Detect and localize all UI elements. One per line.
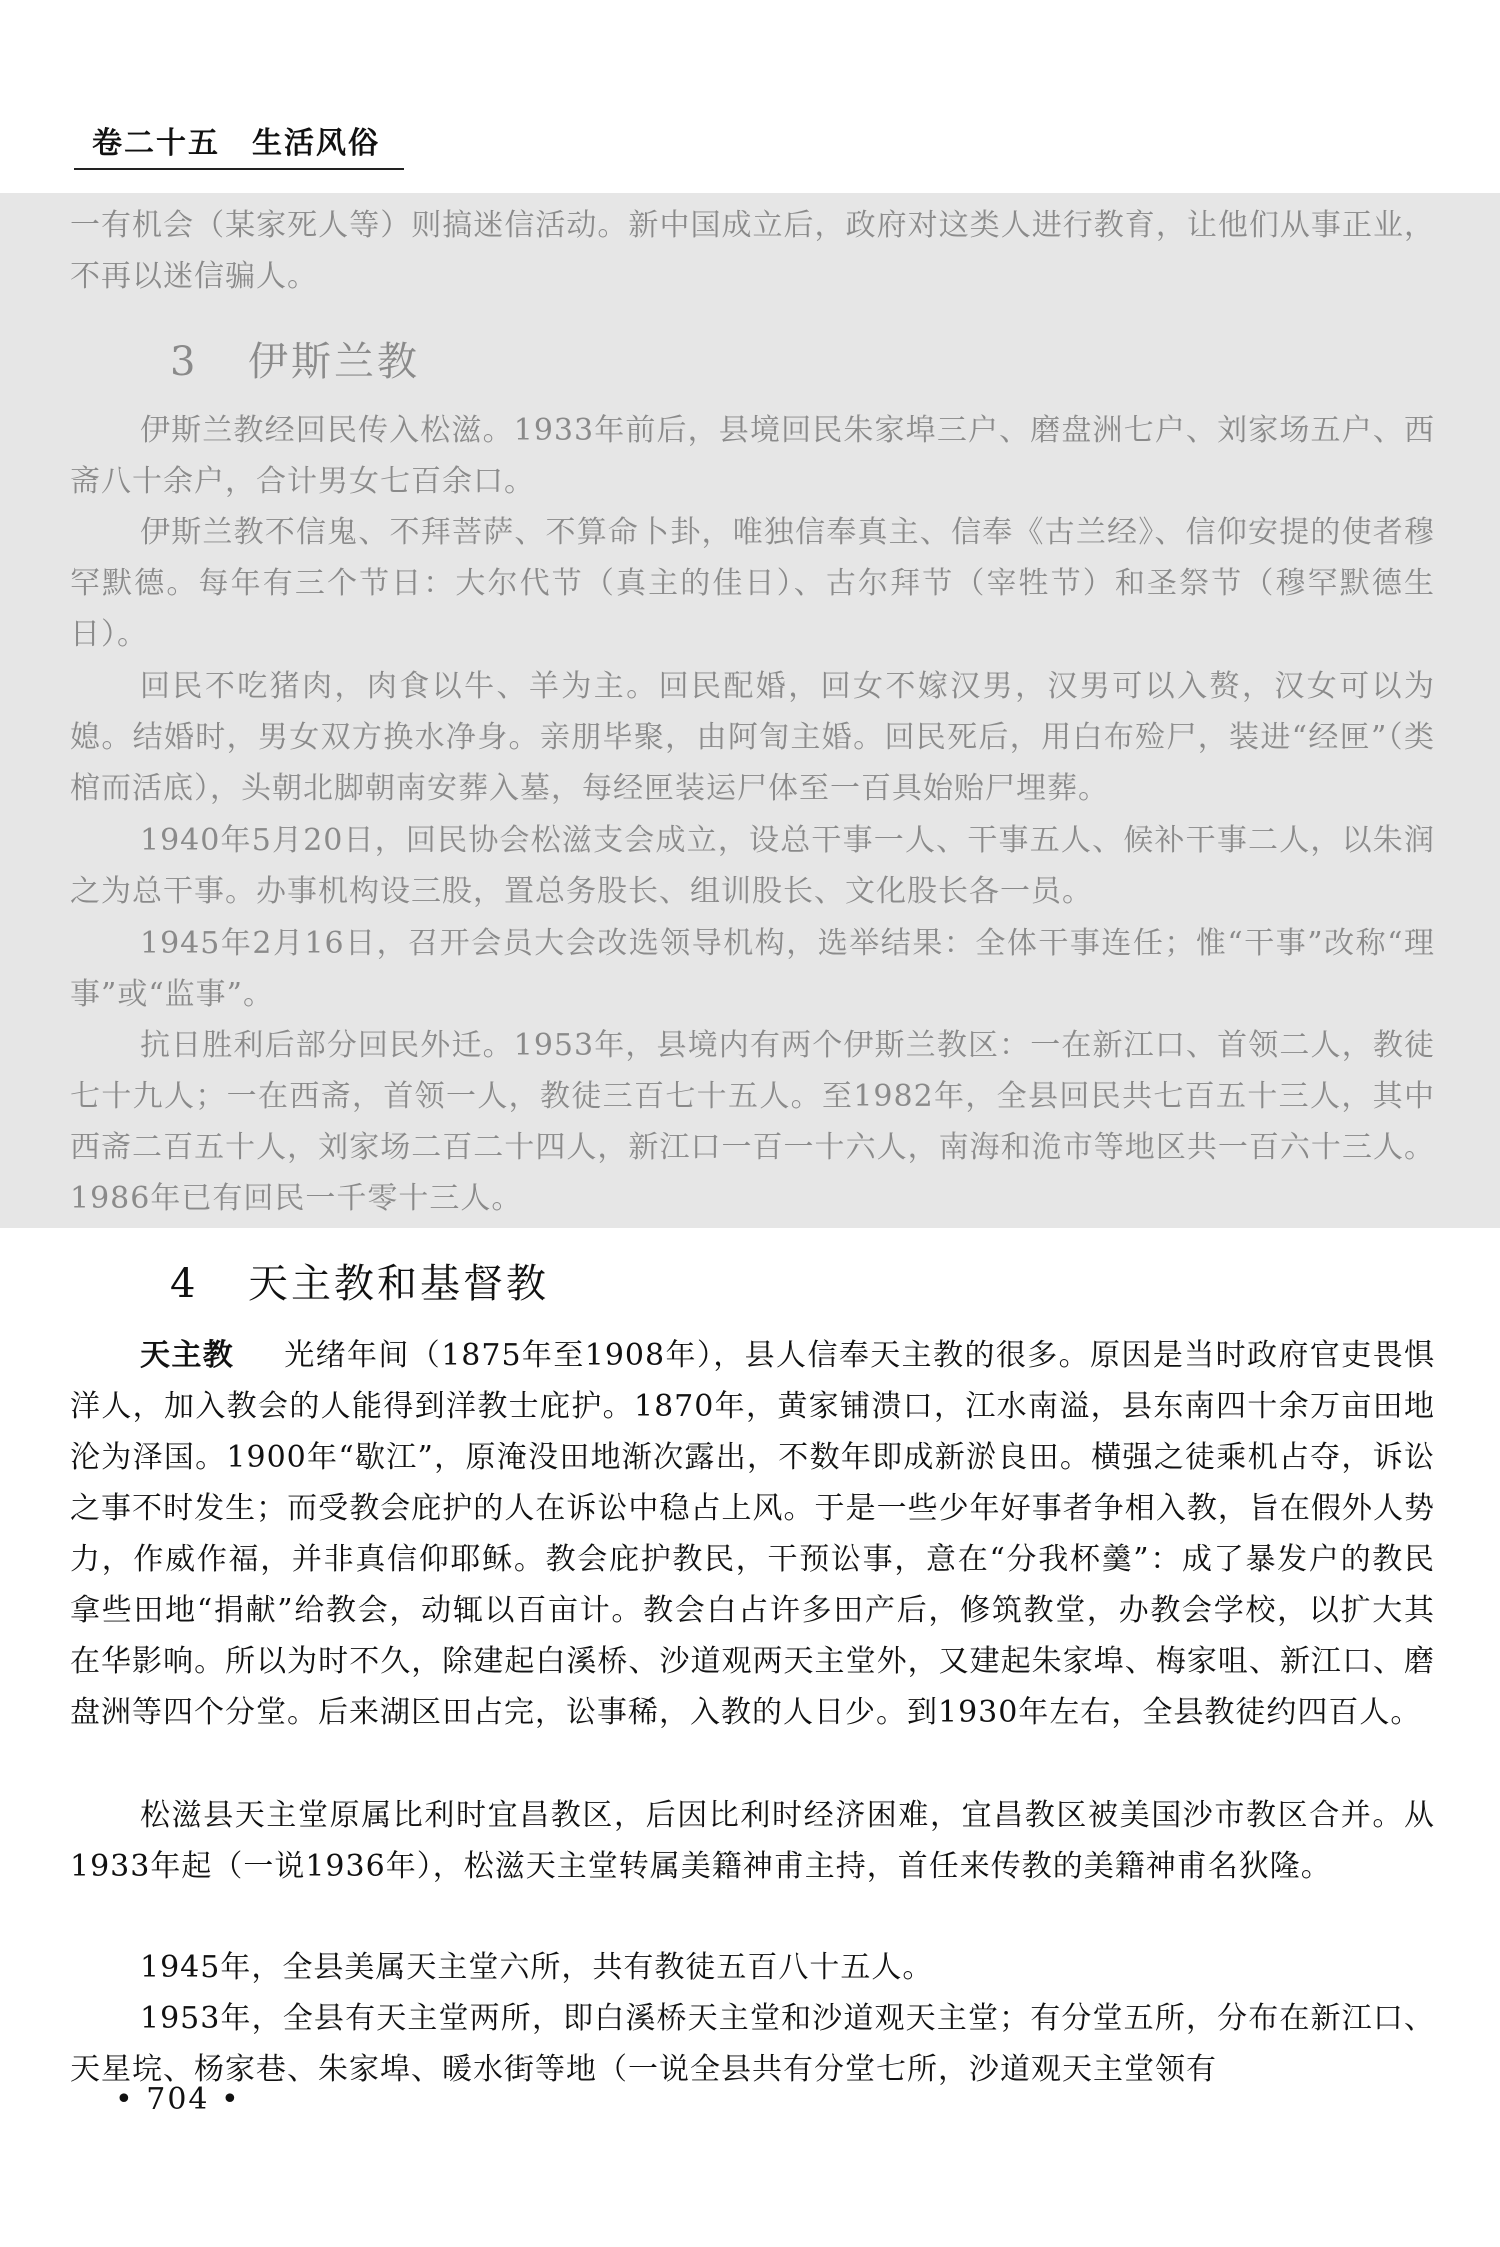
section-3-heading <box>170 330 420 387</box>
section-3-number: 3 <box>170 339 199 385</box>
section-3-paragraph: 1945年2月16日，召开会员大会改选领导机构，选举结果：全体干事连任；惟“干事”改称“理事”或“监事”。 <box>70 926 1435 1012</box>
section-4-first-paragraph <box>70 1330 1435 1738</box>
first-paragraph-text: 光绪年间（1875年至1908年），县人信奉天主教的很多。原因是当时政府官吏畏惧洋人，加入教会的人能得到洋教士庇护。1870年，黄家铺溃口，江水南溢，县东南四十余万亩田地沦为泽国。1900年“歇江”，原淹没田地渐次露出，不数年即成新淤良田。横强之徒乘机占夺，诉讼之事不时发生；而受教会庇护的人在诉讼中稳占上风。于是一些少年好事者争相入教，旨在假外人势力，作威作福，并非真信仰耶稣。教会庇护教民，干预讼事，意在“分我杯羹”：成了暴发户的教民拿些田地“捐献”给教会，动辄以百亩计。教会白占许多田产后，修筑教堂，办教会学校，以扩大其在华影响。所以为时不久，除建起白溪桥、沙道观两天主堂外，又建起朱家埠、梅家咀、新江口、磨盘洲等四个分堂。后来湖区田占完，讼事稀，入教的人日少。到1930年左右，全县教徒约四百人。 <box>70 1338 1436 1730</box>
header-rule <box>74 168 404 170</box>
section-3-paragraph: 抗日胜利后部分回民外迁。1953年，县境内有两个伊斯兰教区：一在新江口、首领二人，教徒七十九人；一在西斋，首领一人，教徒三百七十五人。至1982年，全县回民共七百五十三人，其中西斋二百五十人，刘家场二百二十四人，新江口一百一十六人，南海和洈市等地区共一百六十三人。1986年已有回民一千零十三人。 <box>70 1028 1435 1216</box>
section-4-paragraph: 松滋县天主堂原属比利时宜昌教区，后因比利时经济困难，宜昌教区被美国沙市教区合并。从1933年起（一说1936年），松滋天主堂转属美籍神甫主持，首任来传教的美籍神甫名狄隆。 <box>70 1798 1435 1884</box>
section-4-title: 天主教和基督教 <box>248 1261 549 1307</box>
carryover-paragraph: 一有机会（某家死人等）则搞迷信活动。新中国成立后，政府对这类人进行教育，让他们从事正业，不再以迷信骗人。 <box>70 208 1435 294</box>
section-3-paragraph: 1940年5月20日，回民协会松滋支会成立，设总干事一人、干事五人、候补干事二人，以朱润之为总干事。办事机构设三股，置总务股长、组训股长、文化股长各一员。 <box>70 823 1435 909</box>
section-4-paragraph: 1945年，全县美属天主堂六所，共有教徒五百八十五人。 <box>140 1950 934 1985</box>
section-4-paragraph: 1953年，全县有天主堂两所，即白溪桥天主堂和沙道观天主堂；有分堂五所，分布在新江口、天星垸、杨家巷、朱家埠、暖水街等地（一说全县共有分堂七所，沙道观天主堂领有 <box>70 2001 1435 2087</box>
section-3-paragraph: 伊斯兰教不信鬼、不拜菩萨、不算命卜卦，唯独信奉真主、信奉《古兰经》、信仰安提的使者穆罕默德。每年有三个节日：大尔代节（真主的佳日）、古尔拜节（宰牲节）和圣祭节（穆罕默德生日）。 <box>70 515 1435 652</box>
section-4-number: 4 <box>170 1261 199 1307</box>
section-4-heading <box>170 1252 549 1309</box>
section-3-paragraph: 回民不吃猪肉，肉食以牛、羊为主。回民配婚，回女不嫁汉男，汉男可以入赘，汉女可以为媳。结婚时，男女双方换水净身。亲朋毕聚，由阿訇主婚。回民死后，用白布殓尸，装进“经匣”（类棺而活底），头朝北脚朝南安葬入墓，每经匣装运尸体至一百具始贻尸埋葬。 <box>70 669 1435 806</box>
running-header: 卷二十五 生活风俗 <box>92 126 380 161</box>
run-in-heading: 天主教 <box>140 1338 235 1373</box>
page-number: • 704 • <box>115 2082 241 2117</box>
section-3-title: 伊斯兰教 <box>248 339 420 385</box>
section-3-paragraph: 伊斯兰教经回民传入松滋。1933年前后，县境回民朱家埠三户、磨盘洲七户、刘家场五户、西斋八十余户，合计男女七百余口。 <box>70 413 1435 499</box>
